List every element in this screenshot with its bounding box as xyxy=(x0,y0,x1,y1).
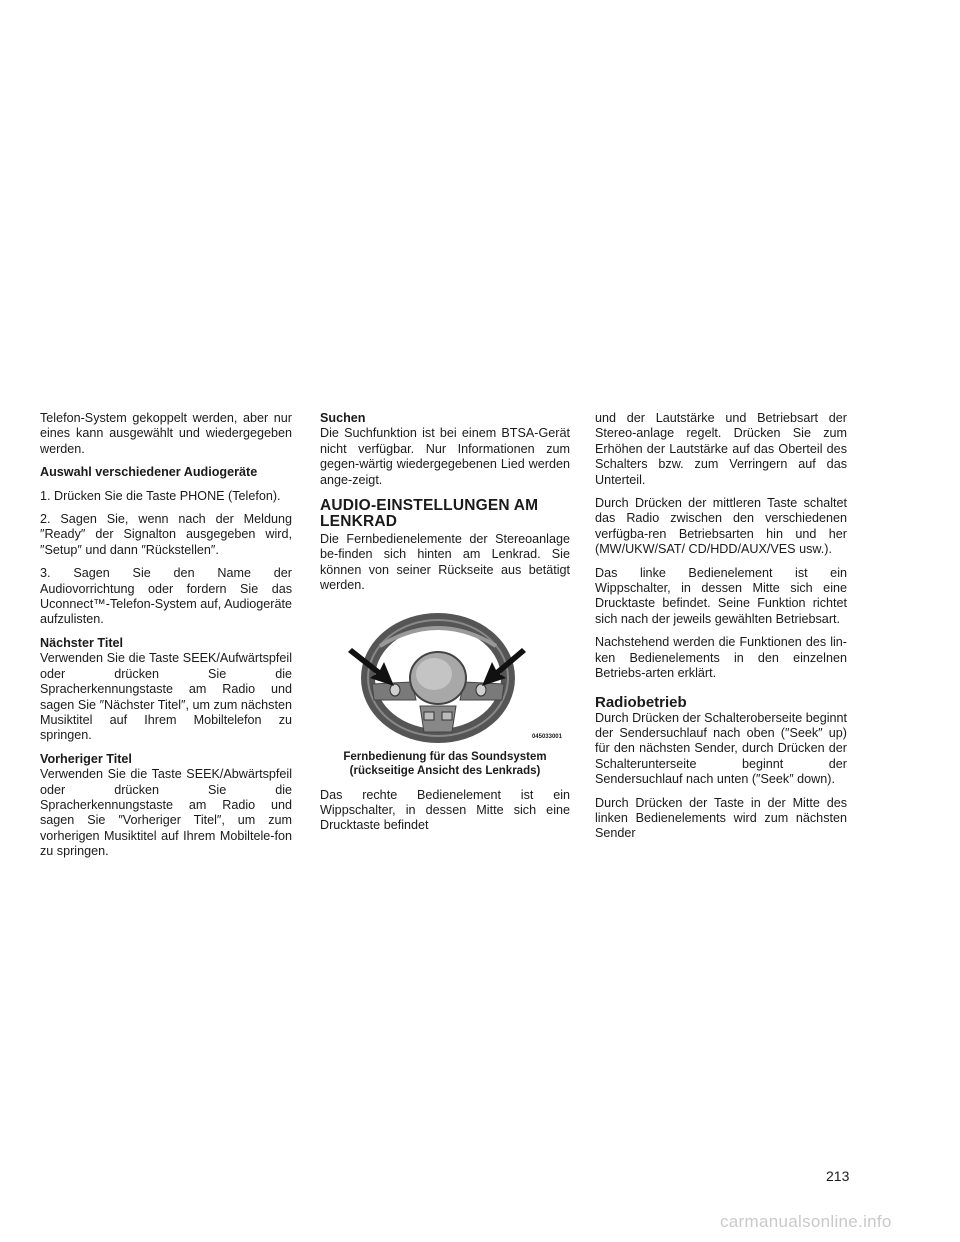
heading-naechster-titel: Nächster Titel xyxy=(40,635,124,650)
footer-watermark: carmanualsonline.info xyxy=(720,1212,892,1231)
paragraph-radio-2: Durch Drücken der Taste in der Mitte des linken Bedienelements wird zum nächsten Sender xyxy=(595,795,847,841)
section-title xyxy=(320,498,570,530)
step-2: 2. Sagen Sie, wenn nach der Meldung ″Ready″ der Signalton ausgegeben wird, ″Setup″ und dann ″Rückstellen″. xyxy=(40,512,292,557)
figure-caption xyxy=(320,750,570,778)
paragraph-suchen: Die Suchfunktion ist bei einem BTSA-Gerät nicht verfügbar. Nur Informationen zum gegen-wärtig wiedergegebenen Lied werden ange-zeigt. xyxy=(320,426,570,487)
figure-code: 045033001 xyxy=(531,734,562,741)
step-1: 1. Drücken Sie die Taste PHONE (Telefon). xyxy=(40,488,281,503)
section-title-line1: AUDIO-EINSTELLUNGEN AM xyxy=(320,497,539,515)
steering-wheel-illustration xyxy=(320,608,570,748)
paragraph-intro: Telefon-System gekoppelt werden, aber nur eines kann ausgewählt und wiedergegeben werden. xyxy=(40,411,292,456)
column-left xyxy=(40,411,292,868)
paragraph-fernbedienelemente: Die Fernbedienelemente der Stereoanlage be-finden sich hinten am Lenkrad. Sie können von seiner Rückseite aus betätigt werden. xyxy=(320,532,570,593)
page-number: 213 xyxy=(826,1168,850,1184)
heading-radiobetrieb: Radiobetrieb xyxy=(595,693,687,711)
paragraph-rechte-bedienelement: Das rechte Bedienelement ist ein Wippschalter, in dessen Mitte sich eine Drucktaste befindet xyxy=(320,787,570,833)
column-middle xyxy=(320,411,570,842)
steering-wheel-figure xyxy=(320,608,570,748)
paragraph-linke-bedienelement: Das linke Bedienelement ist ein Wippschalter, in dessen Mitte sich eine Drucktaste befindet. Seine Funktion richtet sich nach der jeweils gewählten Betriebsart. xyxy=(595,565,847,626)
step-3: 3. Sagen Sie den Name der Audiovorrichtung oder fordern Sie das Uconnect™-Telefon-System auf, Audiogeräte aufzulisten. xyxy=(40,566,293,627)
section-title-line2: LENKRAD xyxy=(320,513,398,531)
heading-audiogeraete: Auswahl verschiedener Audiogeräte xyxy=(40,465,258,480)
paragraph-nachstehend: Nachstehend werden die Funktionen des lin-ken Bedienelements in den einzelnen Betriebs-arten erklärt. xyxy=(595,635,847,681)
paragraph-mittlere-taste: Durch Drücken der mittleren Taste schaltet das Radio zwischen den verschiedenen verfügba-ren Betriebsarten hin und her (MW/UKW/SAT/ CD/HDD/AUX/VES usw.). xyxy=(595,496,847,557)
heading-vorheriger-titel: Vorheriger Titel xyxy=(40,751,132,766)
caption-line1: Fernbedienung für das Soundsystem xyxy=(343,750,547,763)
paragraph-naechster-titel: Verwenden Sie die Taste SEEK/Aufwärtspfeil oder drücken Sie die Spracherkennungstaste am Radio und sagen Sie ″Nächster Titel″, um zum nächsten Musiktitel auf Ihrem Mobiltelefon zu springen. xyxy=(40,651,292,743)
heading-suchen: Suchen xyxy=(320,411,366,425)
paragraph-lautstaerke: und der Lautstärke und Betriebsart der Stereo-anlage regelt. Drücken Sie zum Erhöhen der Lautstärke auf das Oberteil des Schalters bzw. zum Verringern auf das Unterteil. xyxy=(595,411,847,487)
caption-line2: (rückseitige Ansicht des Lenkrads) xyxy=(349,764,541,777)
paragraph-radio-1: Durch Drücken der Schalteroberseite beginnt der Sendersuchlauf nach oben (″Seek″ up) für den nächsten Sender, durch Drücken der Schalterunterseite beginnt der Sendersuchlauf nach unten (″Seek″ down). xyxy=(595,710,848,787)
column-right xyxy=(595,411,847,850)
paragraph-vorheriger-titel: Verwenden Sie die Taste SEEK/Abwärtspfeil oder drücken Sie die Spracherkennungstaste am Radio und sagen Sie ″Vorheriger Titel″, um zum vorherigen Musiktitel auf Ihrem Mobiltele-fon zu springen. xyxy=(40,767,292,859)
